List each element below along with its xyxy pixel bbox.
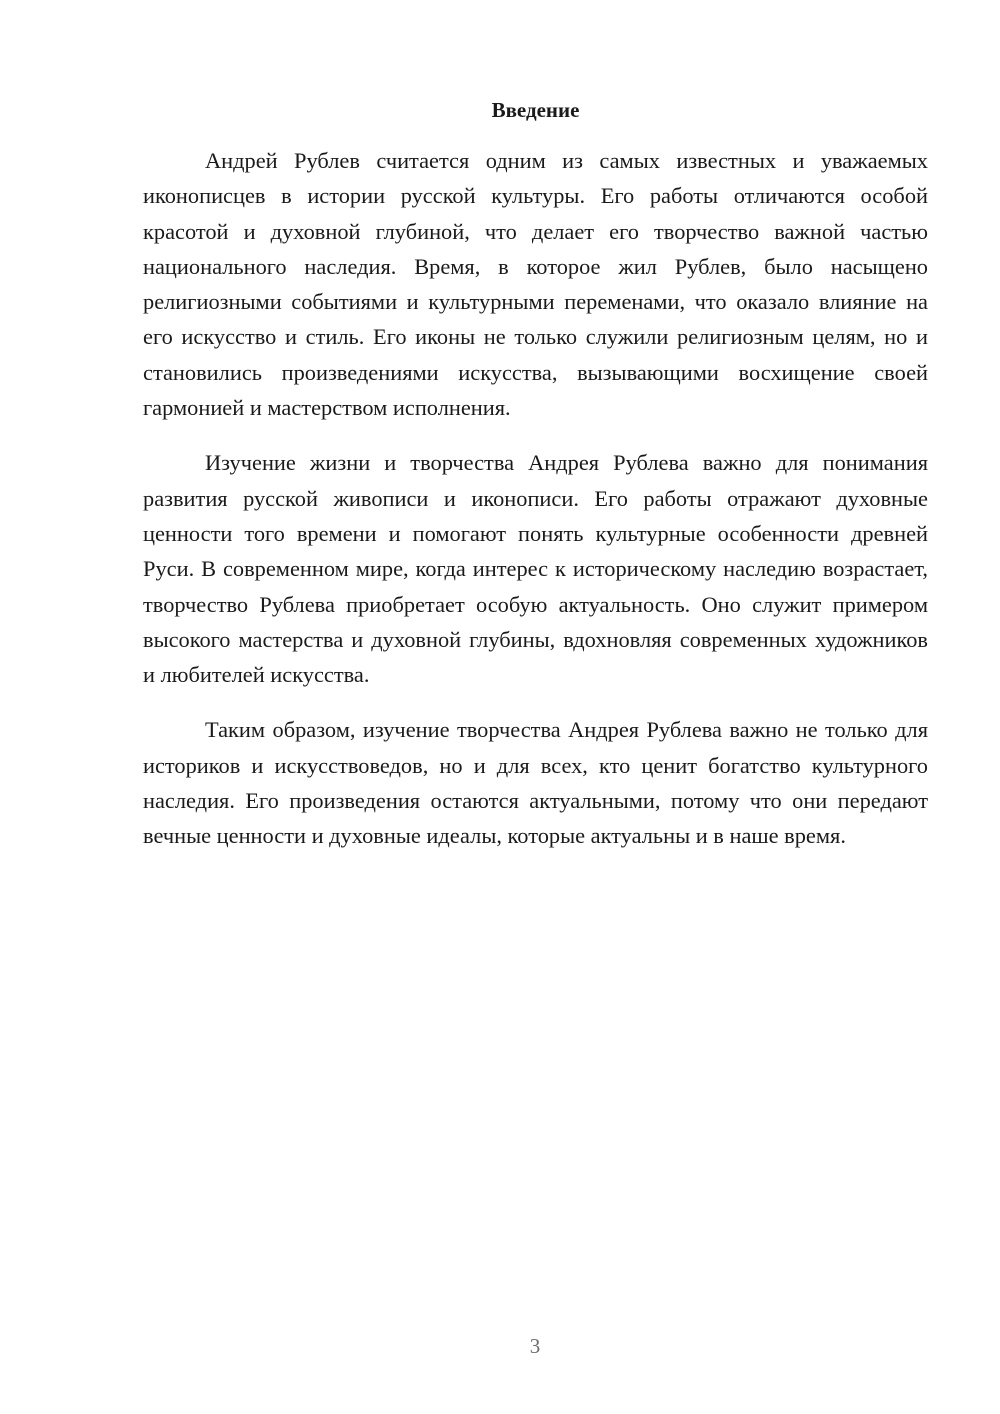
page-content: [143, 92, 928, 874]
section-heading: Введение: [491, 98, 580, 122]
paragraph-2: Изучение жизни и творчества Андрея Рублева важно для понимания развития русской живописи и иконописи. Его работы отражают духовные ценности того времени и помогают понять культурные особенности древней Руси. В современном мире, когда интерес к историческому наследию возрастает, творчество Рублева приобретает особую актуальность. Оно служит примером высокого мастерства и духовной глубины, вдохновляя современных художников и любителей искусства.: [143, 450, 928, 688]
paragraph-1: Андрей Рублев считается одним из самых известных и уважаемых иконописцев в истории русской культуры. Его работы отличаются особой красотой и духовной глубиной, что делает его творчество важной частью национального наследия. Время, в которое жил Рублев, было насыщено религиозными событиями и культурными переменами, что оказало влияние на его искусство и стиль. Его иконы не только служили религиозным целям, но и становились произведениями искусства, вызывающими восхищение своей гармонией и мастерством исполнения.: [143, 148, 928, 421]
page-number: 3: [529, 1334, 541, 1358]
paragraph-3: Таким образом, изучение творчества Андрея Рублева важно не только для историков и искусствоведов, но и для всех, кто ценит богатство культурного наследия. Его произведения остаются актуальными, потому что они передают вечные ценности и духовные идеалы, которые актуальны и в наше время.: [143, 717, 928, 849]
